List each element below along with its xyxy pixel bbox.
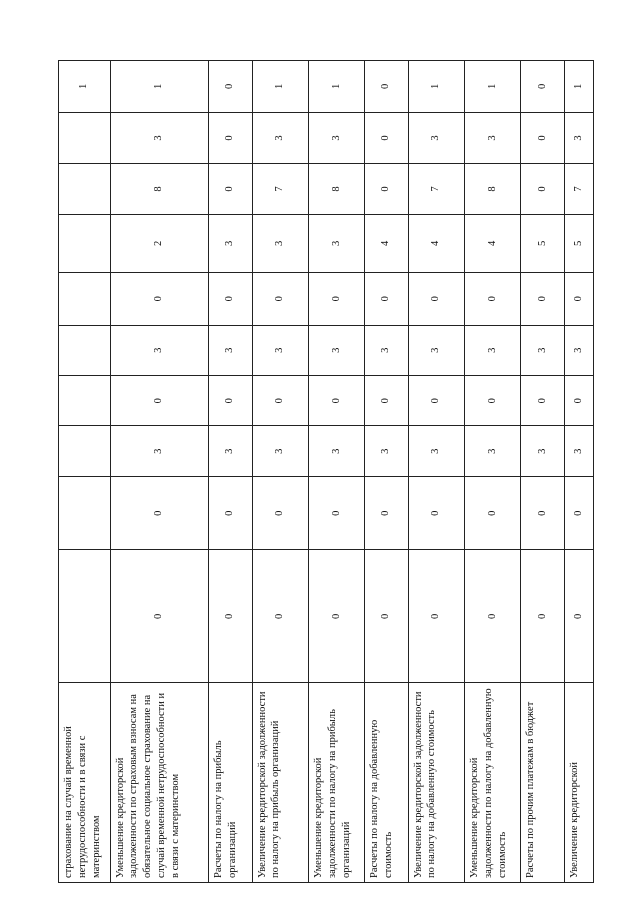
table-row — [308, 61, 364, 883]
code-cell: 3 — [209, 325, 252, 375]
code-cell: 0 — [365, 550, 408, 683]
code-cell: 0 — [209, 272, 252, 325]
code-cell: 3 — [464, 426, 520, 476]
code-cell: 0 — [365, 272, 408, 325]
table-row — [564, 61, 593, 883]
code-cell: 3 — [365, 426, 408, 476]
code-cell: 0 — [308, 550, 364, 683]
code-cell: 3 — [308, 214, 364, 272]
accounts-table — [58, 60, 594, 883]
code-cell: 0 — [209, 476, 252, 550]
code-cell: 3 — [521, 325, 564, 375]
code-cell: 8 — [308, 164, 364, 214]
row-name-cell: Увеличение кредиторской — [564, 683, 593, 883]
code-cell: 0 — [209, 164, 252, 214]
code-cell: 0 — [408, 550, 464, 683]
code-cell: 0 — [209, 550, 252, 683]
code-cell: 3 — [408, 426, 464, 476]
table-body — [59, 61, 594, 883]
code-cell: 5 — [564, 214, 593, 272]
code-cell: 3 — [110, 325, 209, 375]
code-cell: 7 — [408, 164, 464, 214]
row-name-cell: Расчеты по прочим платежам в бюджет — [521, 683, 564, 883]
code-cell: 0 — [521, 272, 564, 325]
code-cell: 0 — [308, 476, 364, 550]
code-cell: 0 — [252, 376, 308, 426]
code-cell: 3 — [252, 325, 308, 375]
row-name-cell: Расчеты по налогу на прибыль организаций — [209, 683, 252, 883]
code-cell: 3 — [209, 426, 252, 476]
code-cell: 0 — [308, 376, 364, 426]
code-cell: 0 — [209, 61, 252, 113]
code-cell: 8 — [110, 164, 209, 214]
code-cell: 0 — [521, 550, 564, 683]
code-cell: 0 — [564, 376, 593, 426]
code-cell: 3 — [408, 112, 464, 164]
code-cell: 4 — [365, 214, 408, 272]
table-row — [408, 61, 464, 883]
table-row — [110, 61, 209, 883]
code-cell — [59, 112, 111, 164]
code-cell: 3 — [408, 325, 464, 375]
code-cell: 0 — [564, 550, 593, 683]
code-cell: 4 — [464, 214, 520, 272]
code-cell: 0 — [408, 376, 464, 426]
rotated-table-container — [58, 60, 594, 883]
row-name-cell: страхование на случай временной нетрудоспособности и в связи с материнством — [59, 683, 111, 883]
code-cell: 0 — [521, 164, 564, 214]
code-cell: 7 — [252, 164, 308, 214]
code-cell: 1 — [564, 61, 593, 113]
table-row — [464, 61, 520, 883]
code-cell: 0 — [365, 61, 408, 113]
table-row — [209, 61, 252, 883]
code-cell: 0 — [521, 376, 564, 426]
code-cell: 0 — [110, 476, 209, 550]
code-cell: 0 — [365, 112, 408, 164]
code-cell: 0 — [521, 476, 564, 550]
row-name-cell: Расчеты по налогу на добавленную стоимость — [365, 683, 408, 883]
row-name-cell: Уменьшение кредиторской задолженности по налогу на прибыль организаций — [308, 683, 364, 883]
code-cell: 1 — [408, 61, 464, 113]
table-row — [521, 61, 564, 883]
code-cell: 2 — [110, 214, 209, 272]
row-name-cell: Уменьшение кредиторской задолженности по страховым взносам на обязательное социальное страхование на случай временной нетрудоспособности и в связи с материнством — [110, 683, 209, 883]
code-cell: 0 — [209, 112, 252, 164]
row-name-cell: Уменьшение кредиторской задолженности по налогу на добавленную стоимость — [464, 683, 520, 883]
code-cell — [59, 272, 111, 325]
code-cell: 7 — [564, 164, 593, 214]
row-name-cell: Увеличение кредиторской задолженности по налогу на прибыль организаций — [252, 683, 308, 883]
code-cell: 1 — [59, 61, 111, 113]
code-cell: 3 — [308, 426, 364, 476]
code-cell: 0 — [110, 376, 209, 426]
code-cell: 3 — [564, 426, 593, 476]
code-cell: 3 — [308, 325, 364, 375]
code-cell: 3 — [365, 325, 408, 375]
code-cell: 3 — [252, 426, 308, 476]
code-cell: 0 — [110, 550, 209, 683]
code-cell: 0 — [408, 476, 464, 550]
code-cell: 1 — [110, 61, 209, 113]
code-cell — [59, 376, 111, 426]
code-cell: 0 — [209, 376, 252, 426]
code-cell: 3 — [521, 426, 564, 476]
code-cell: 1 — [464, 61, 520, 113]
code-cell: 3 — [464, 112, 520, 164]
code-cell: 0 — [464, 476, 520, 550]
code-cell: 0 — [308, 272, 364, 325]
code-cell: 3 — [110, 426, 209, 476]
code-cell: 3 — [209, 214, 252, 272]
code-cell: 0 — [110, 272, 209, 325]
code-cell: 3 — [110, 112, 209, 164]
code-cell: 0 — [464, 376, 520, 426]
code-cell — [59, 325, 111, 375]
code-cell: 5 — [521, 214, 564, 272]
code-cell: 0 — [464, 550, 520, 683]
table-row — [59, 61, 111, 883]
code-cell: 0 — [365, 376, 408, 426]
code-cell: 3 — [308, 112, 364, 164]
code-cell: 0 — [365, 476, 408, 550]
code-cell: 0 — [521, 61, 564, 113]
code-cell: 0 — [564, 272, 593, 325]
code-cell: 0 — [521, 112, 564, 164]
code-cell: 3 — [252, 112, 308, 164]
table-row — [252, 61, 308, 883]
code-cell: 3 — [464, 325, 520, 375]
code-cell: 0 — [564, 476, 593, 550]
code-cell: 1 — [308, 61, 364, 113]
code-cell: 3 — [564, 325, 593, 375]
code-cell: 0 — [252, 272, 308, 325]
code-cell: 3 — [252, 214, 308, 272]
code-cell: 4 — [408, 214, 464, 272]
table-row — [365, 61, 408, 883]
code-cell: 1 — [252, 61, 308, 113]
code-cell — [59, 426, 111, 476]
code-cell: 0 — [365, 164, 408, 214]
code-cell — [59, 550, 111, 683]
code-cell — [59, 476, 111, 550]
code-cell — [59, 164, 111, 214]
code-cell: 0 — [464, 272, 520, 325]
code-cell: 0 — [252, 476, 308, 550]
code-cell: 8 — [464, 164, 520, 214]
row-name-cell: Увеличение кредиторской задолженности по налогу на добавленную стоимость — [408, 683, 464, 883]
code-cell: 0 — [408, 272, 464, 325]
code-cell — [59, 214, 111, 272]
code-cell: 0 — [252, 550, 308, 683]
code-cell: 3 — [564, 112, 593, 164]
